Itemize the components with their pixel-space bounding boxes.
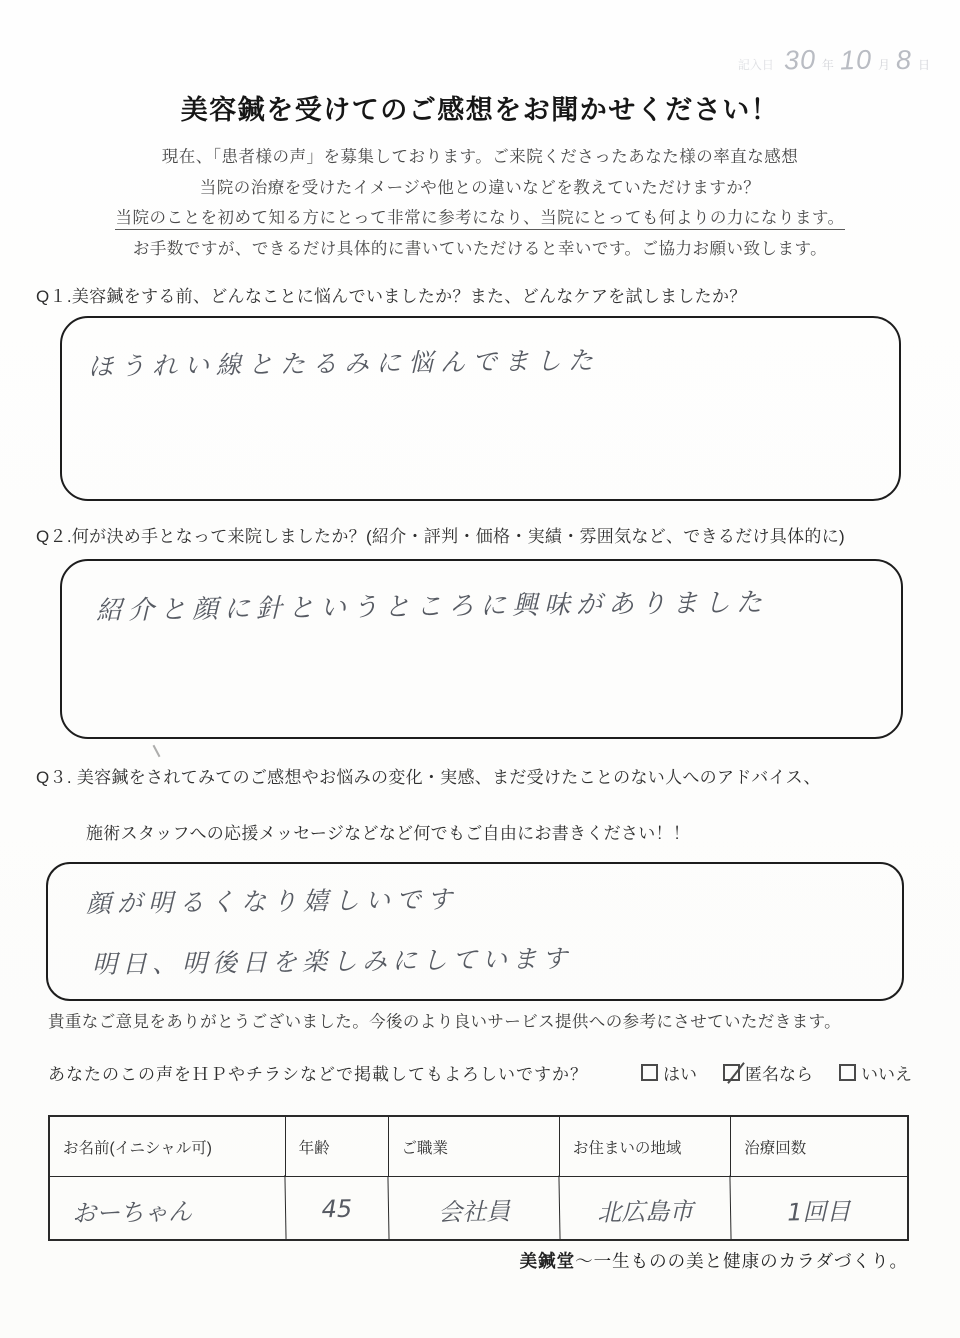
publish-consent-question: あなたのこの声をＨＰやチラシなどで掲載してもよろしいですか？ bbox=[48, 1065, 588, 1084]
table-header-occupation: ご職業 bbox=[389, 1117, 560, 1177]
publish-checkbox bbox=[839, 1064, 856, 1081]
intro-line-3: 当院のことを初めて知る方にとって非常に参考になり、当院にとっても何よりの力になります。 bbox=[0, 203, 960, 234]
table-header-area: お住まいの地域 bbox=[560, 1117, 731, 1177]
clinic-tagline-text: ～一生ものの美と健康のカラダづくり。 bbox=[575, 1251, 908, 1271]
publish-option-anonymous bbox=[723, 1060, 813, 1085]
table-value-occupation: 会社員 bbox=[388, 1176, 560, 1243]
question-2-label: Q２.何が決め手となって来院しましたか？(紹介・評判・価格・実績・雰囲気など、できるだけ具体的に) bbox=[36, 527, 845, 546]
question-3-label-line-1: Q３. 美容鍼をされてみてのご感想やお悩みの変化・実感、まだ受けたことのない人へのアドバイス、 bbox=[36, 768, 821, 787]
date-day-unit: 日 bbox=[917, 58, 930, 72]
table-header-visit-count: 治療回数 bbox=[731, 1117, 907, 1177]
publish-option-yes bbox=[641, 1060, 697, 1085]
publish-checkbox bbox=[723, 1064, 740, 1081]
question-2-handwritten-answer: 紹介と顔に針というところに興味がありました bbox=[95, 587, 769, 627]
publish-option-label: いいえ bbox=[861, 1065, 912, 1084]
publish-consent-row bbox=[48, 1060, 912, 1085]
clinic-tagline bbox=[520, 1248, 908, 1273]
table-value-area: 北広島市 bbox=[559, 1176, 731, 1243]
question-3-handwritten-answer-line-1: 顔が明るくなり嬉しいです bbox=[85, 884, 459, 919]
date-year-value: 30 bbox=[783, 44, 817, 76]
table-value-visit-count: 1回目 bbox=[787, 1196, 852, 1227]
question-3-label-line-2: 施術スタッフへの応援メッセージなどなど何でもご自由にお書きください！！ bbox=[86, 824, 691, 843]
question-1-label: Q１.美容鍼をする前、どんなことに悩んでいましたか？また、どんなケアを試しましたか？ bbox=[36, 287, 747, 306]
date-label: 記入日 bbox=[737, 58, 774, 72]
date-day-value: 8 bbox=[895, 44, 913, 76]
stray-pencil-mark bbox=[153, 745, 161, 757]
publish-checkbox bbox=[641, 1064, 658, 1081]
date-year-unit: 年 bbox=[821, 58, 834, 72]
publish-option-label: 匿名なら bbox=[745, 1065, 813, 1084]
respondent-info-table bbox=[48, 1115, 909, 1241]
fill-in-date bbox=[738, 45, 930, 76]
form-title: 美容鍼を受けてのご感想をお聞かせください！ bbox=[180, 95, 780, 125]
date-month-value: 10 bbox=[839, 44, 873, 76]
table-value-name: おーちゃん bbox=[49, 1175, 286, 1243]
table-value-age: 45 bbox=[285, 1176, 389, 1242]
intro-paragraph bbox=[0, 142, 960, 264]
publish-option-label: はい bbox=[663, 1065, 697, 1084]
intro-line-4: お手数ですが、できるだけ具体的に書いていただけると幸いです。ご協力お願い致します。 bbox=[132, 239, 828, 258]
question-3-handwritten-answer-line-2: 明日、明後日を楽しみにしています bbox=[91, 944, 573, 979]
table-header-age: 年齢 bbox=[286, 1117, 389, 1177]
intro-line-2: 当院の治療を受けたイメージや他との違いなどを教えていただけますか？ bbox=[199, 178, 761, 197]
intro-line-1: 現在、「患者様の声」を募集しております。ご来院くださったあなた様の率直な感想 bbox=[161, 148, 799, 166]
date-month-unit: 月 bbox=[877, 58, 890, 72]
table-header-name: お名前(イニシャル可) bbox=[50, 1117, 286, 1177]
thanks-note: 貴重なご意見をありがとうございました。今後のより良いサービス提供への参考にさせていただきます。 bbox=[48, 1013, 841, 1031]
clinic-brand-name: 美鍼堂 bbox=[519, 1251, 576, 1271]
publish-option-no bbox=[839, 1060, 912, 1085]
question-1-handwritten-answer: ほうれい線とたるみに悩んでました bbox=[87, 345, 601, 382]
publish-consent-options bbox=[641, 1060, 912, 1085]
